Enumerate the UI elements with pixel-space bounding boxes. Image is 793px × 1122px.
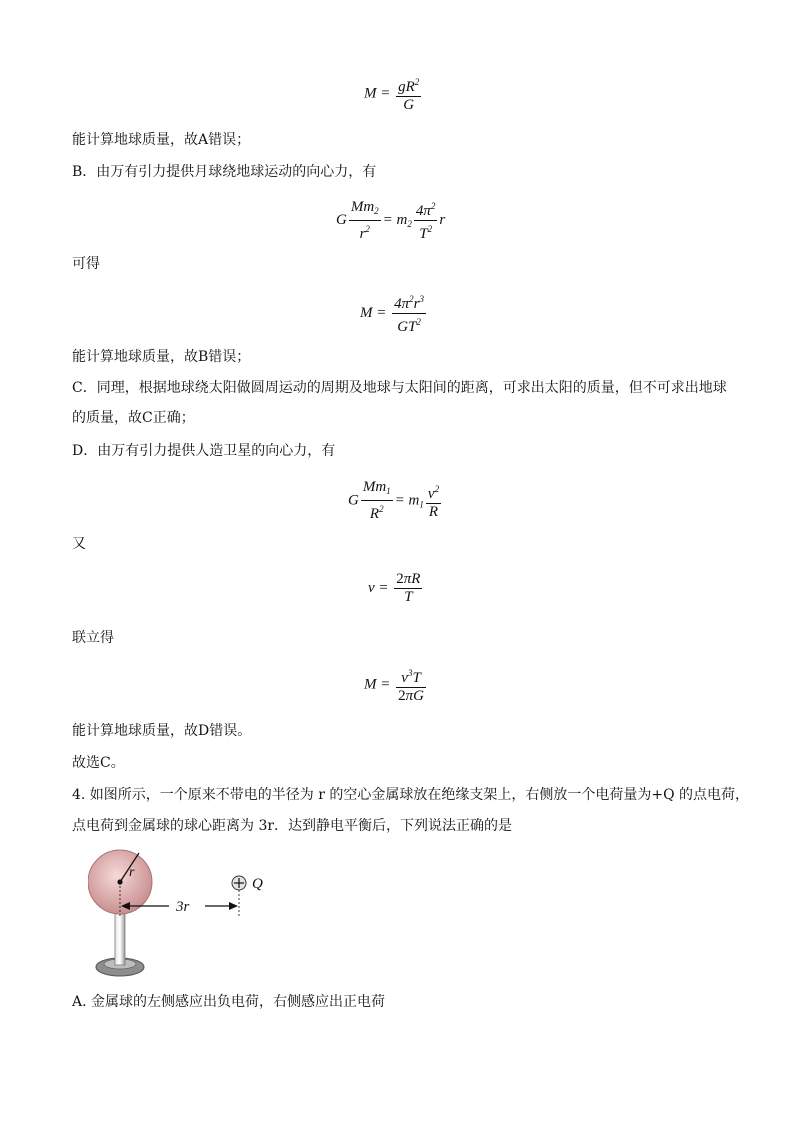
equation-mass-from-period: M = $\frac{4\pi^2r^3}{GT^2}$ bbox=[360, 291, 428, 336]
equation-velocity: v = $\frac{2\pi R}{T}$ bbox=[368, 571, 421, 605]
line-b-conclusion: 能计算地球质量，故B错误； bbox=[72, 349, 251, 365]
question-4-line-1: 4. 如图所示，一个原来不带电的半径为 r 的空心金属球放在绝缘支架上，右侧放一个电荷量为+Q 的点电荷， bbox=[72, 787, 750, 803]
equation-moon-orbit: G $\frac{Mm_2}{r^2}$ = $m_2$ $\frac{4\pi^2}{T^2}$ r bbox=[336, 198, 446, 242]
line-c-statement-2: 的质量，故C正确； bbox=[72, 410, 195, 426]
stand-pole bbox=[115, 910, 125, 965]
line-d-conclusion: 能计算地球质量，故D错误。 bbox=[72, 723, 252, 739]
line-you: 又 bbox=[72, 536, 86, 552]
option-a: A. 金属球的左侧感应出负电荷，右侧感应出正电荷 bbox=[72, 994, 386, 1010]
sphere-diagram bbox=[88, 846, 278, 984]
equation-mass-final: M = $\frac{v^3T}{2\pi G}$ bbox=[364, 665, 428, 705]
equation-satellite: G $\frac{Mm_1}{R^2}$ = $m_1$ $\frac{v^2}{R}$ bbox=[348, 479, 440, 522]
line-ke-de: 可得 bbox=[72, 256, 100, 272]
line-d-statement: D．由万有引力提供人造卫星的向心力，有 bbox=[72, 443, 336, 459]
radius-label: r bbox=[129, 865, 135, 880]
charge-label: Q bbox=[252, 876, 263, 892]
question-4-line-2: 点电荷到金属球的球心距离为 3r．达到静电平衡后，下列说法正确的是 bbox=[72, 818, 513, 834]
line-b-statement: B．由万有引力提供月球绕地球运动的向心力，有 bbox=[72, 164, 377, 180]
arrowhead-right bbox=[229, 902, 238, 910]
line-lianli: 联立得 bbox=[72, 630, 114, 646]
line-a-conclusion: 能计算地球质量，故A错误； bbox=[72, 132, 251, 148]
sphere-charge-figure bbox=[88, 846, 278, 984]
equation-mass-gravity: M = $\frac{gR^2}{G}$ bbox=[364, 74, 423, 114]
line-answer: 故选C。 bbox=[72, 755, 125, 771]
distance-label: 3r bbox=[176, 899, 190, 915]
line-c-statement-1: C．同理，根据地球绕太阳做圆周运动的周期及地球与太阳间的距离，可求出太阳的质量，但不可求出地球 bbox=[72, 380, 727, 396]
